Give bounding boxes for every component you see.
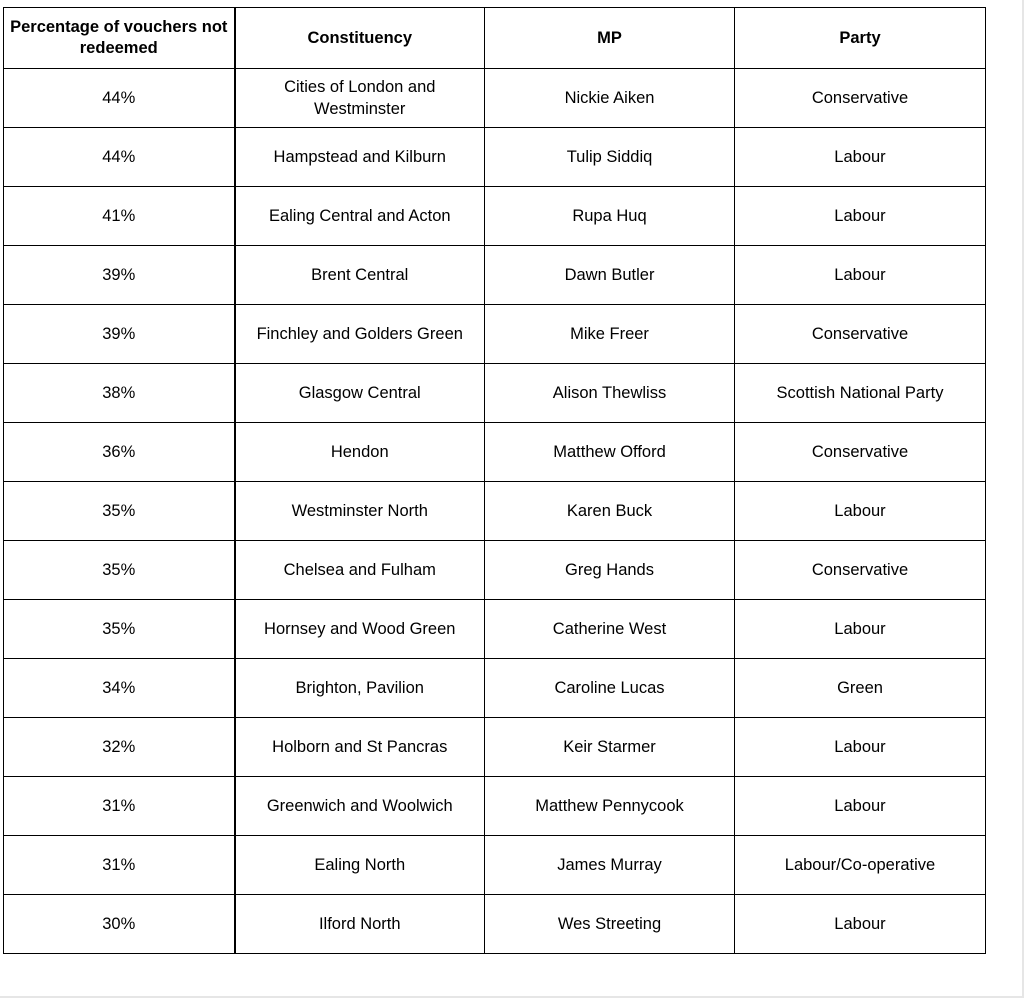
table-row xyxy=(4,423,986,482)
cell-constituency: Hendon xyxy=(235,423,485,482)
cell-mp: Rupa Huq xyxy=(485,187,735,246)
table-row xyxy=(4,541,986,600)
cell-mp: Catherine West xyxy=(485,600,735,659)
cell-mp: Wes Streeting xyxy=(485,895,735,954)
cell-party: Labour xyxy=(735,895,986,954)
cell-percentage: 31% xyxy=(4,777,235,836)
cell-constituency: Ealing North xyxy=(235,836,485,895)
cell-constituency: Brent Central xyxy=(235,246,485,305)
cell-party: Labour xyxy=(735,718,986,777)
cell-percentage: 39% xyxy=(4,246,235,305)
cell-percentage: 34% xyxy=(4,659,235,718)
cell-percentage: 31% xyxy=(4,836,235,895)
cell-party: Labour xyxy=(735,128,986,187)
table-row xyxy=(4,364,986,423)
cell-party: Conservative xyxy=(735,423,986,482)
table-row xyxy=(4,659,986,718)
cell-mp: James Murray xyxy=(485,836,735,895)
table-row xyxy=(4,187,986,246)
cell-mp: Dawn Butler xyxy=(485,246,735,305)
cell-party: Labour xyxy=(735,777,986,836)
cell-constituency: Finchley and Golders Green xyxy=(235,305,485,364)
cell-mp: Alison Thewliss xyxy=(485,364,735,423)
cell-constituency: Hampstead and Kilburn xyxy=(235,128,485,187)
table-header-row xyxy=(4,8,986,69)
cell-constituency: Glasgow Central xyxy=(235,364,485,423)
cell-mp: Karen Buck xyxy=(485,482,735,541)
cell-percentage: 36% xyxy=(4,423,235,482)
cell-percentage: 39% xyxy=(4,305,235,364)
cell-mp: Matthew Pennycook xyxy=(485,777,735,836)
cell-percentage: 41% xyxy=(4,187,235,246)
cell-party: Conservative xyxy=(735,305,986,364)
cell-percentage: 32% xyxy=(4,718,235,777)
table-row xyxy=(4,246,986,305)
header-percentage: Percentage of vouchers not redeemed xyxy=(4,8,235,69)
cell-mp: Tulip Siddiq xyxy=(485,128,735,187)
cell-constituency: Brighton, Pavilion xyxy=(235,659,485,718)
table-row xyxy=(4,305,986,364)
cell-constituency: Cities of London and Westminster xyxy=(235,69,485,128)
cell-party: Labour/Co-operative xyxy=(735,836,986,895)
cell-percentage: 30% xyxy=(4,895,235,954)
cell-constituency: Westminster North xyxy=(235,482,485,541)
vouchers-table xyxy=(3,7,986,954)
cell-constituency: Ilford North xyxy=(235,895,485,954)
table-row xyxy=(4,718,986,777)
cell-constituency: Chelsea and Fulham xyxy=(235,541,485,600)
table-row xyxy=(4,777,986,836)
cell-mp: Nickie Aiken xyxy=(485,69,735,128)
cell-percentage: 35% xyxy=(4,600,235,659)
cell-mp: Matthew Offord xyxy=(485,423,735,482)
header-mp: MP xyxy=(485,8,735,69)
cell-party: Labour xyxy=(735,600,986,659)
cell-party: Labour xyxy=(735,246,986,305)
header-party: Party xyxy=(735,8,986,69)
cell-percentage: 38% xyxy=(4,364,235,423)
cell-constituency: Holborn and St Pancras xyxy=(235,718,485,777)
table-row xyxy=(4,895,986,954)
cell-constituency: Ealing Central and Acton xyxy=(235,187,485,246)
cell-party: Conservative xyxy=(735,541,986,600)
table-row xyxy=(4,482,986,541)
cell-mp: Caroline Lucas xyxy=(485,659,735,718)
cell-party: Conservative xyxy=(735,69,986,128)
table-body xyxy=(4,69,986,954)
cell-percentage: 44% xyxy=(4,128,235,187)
cell-percentage: 44% xyxy=(4,69,235,128)
cell-mp: Greg Hands xyxy=(485,541,735,600)
table-row xyxy=(4,836,986,895)
cell-percentage: 35% xyxy=(4,541,235,600)
header-constituency: Constituency xyxy=(235,8,485,69)
cell-party: Labour xyxy=(735,482,986,541)
cell-constituency: Hornsey and Wood Green xyxy=(235,600,485,659)
cell-constituency: Greenwich and Woolwich xyxy=(235,777,485,836)
cell-party: Scottish National Party xyxy=(735,364,986,423)
cell-percentage: 35% xyxy=(4,482,235,541)
cell-party: Labour xyxy=(735,187,986,246)
table-row xyxy=(4,69,986,128)
table-row xyxy=(4,128,986,187)
cell-party: Green xyxy=(735,659,986,718)
cell-mp: Mike Freer xyxy=(485,305,735,364)
cell-mp: Keir Starmer xyxy=(485,718,735,777)
table-row xyxy=(4,600,986,659)
